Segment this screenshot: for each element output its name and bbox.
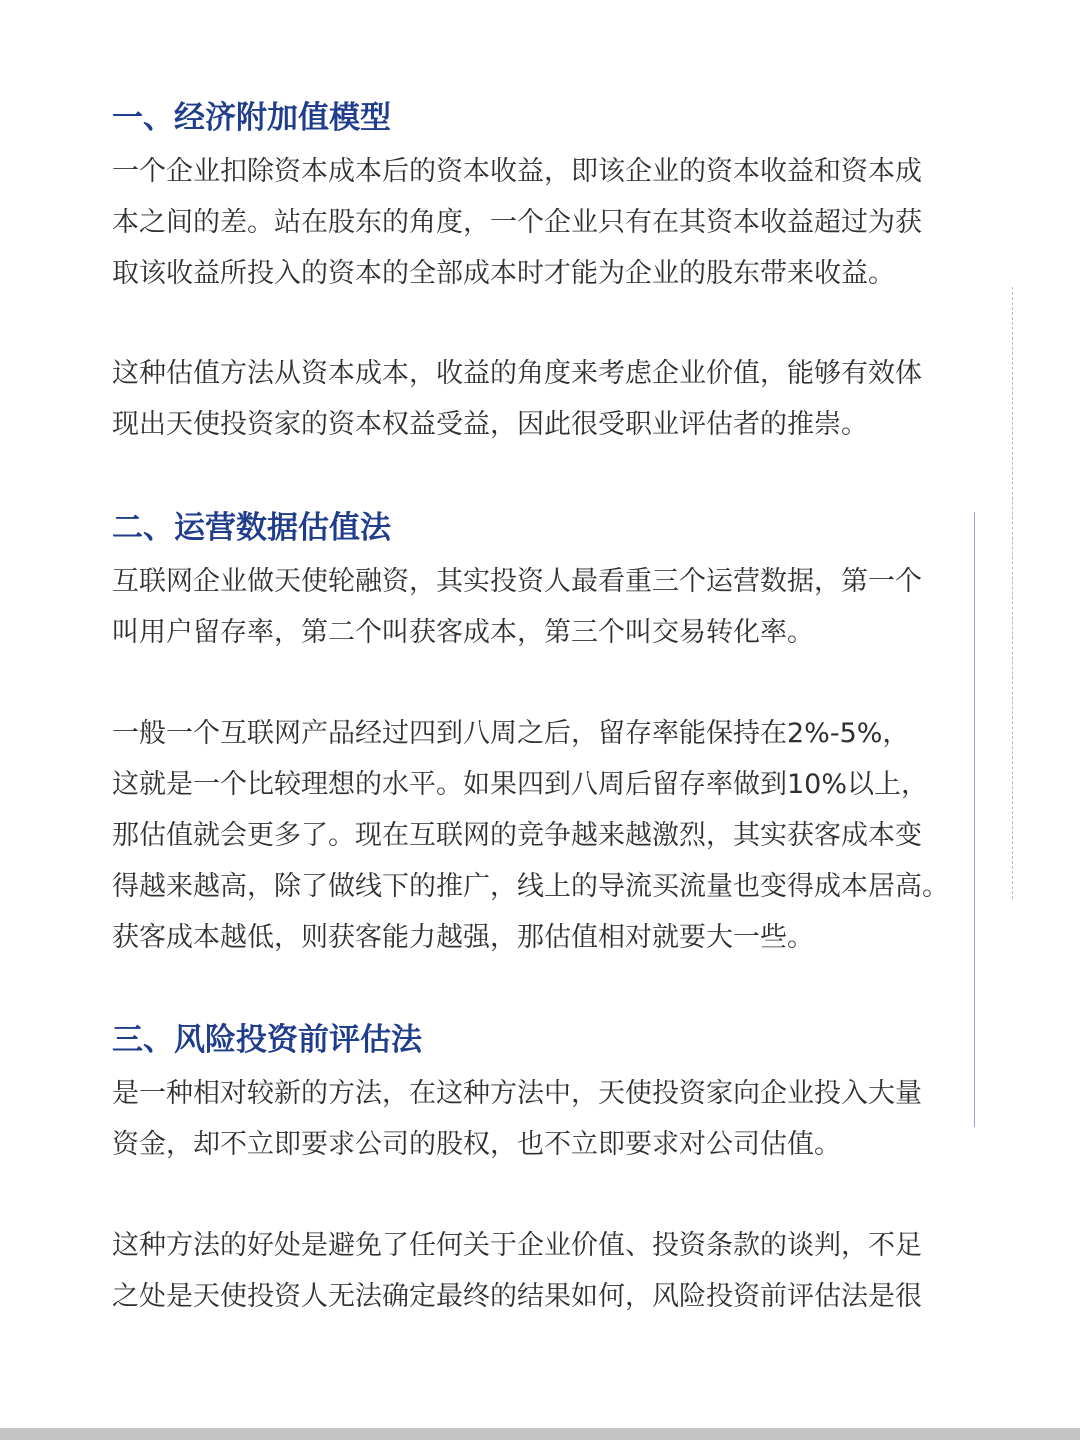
- text-line: 之处是天使投资人无法确定最终的结果如何，风险投资前评估法是很: [112, 1281, 922, 1312]
- bottom-scroll-bar: [0, 1428, 1080, 1440]
- text-line: 一般一个互联网产品经过四到八周之后，留存率能保持在2%-5%，: [112, 718, 910, 749]
- text-line: 这就是一个比较理想的水平。如果四到八周后留存率做到10%以上，: [112, 769, 929, 800]
- text-line: 取该收益所投入的资本的全部成本时才能为企业的股东带来收益。: [112, 258, 895, 289]
- decorative-vertical-divider: [974, 512, 975, 1127]
- text-line: 资金，却不立即要求公司的股权，也不立即要求对公司估值。: [112, 1129, 841, 1160]
- paragraph-eva-definition: [112, 146, 922, 299]
- paragraph-retention-rate: [112, 708, 949, 963]
- text-line: 叫用户留存率，第二个叫获客成本，第三个叫交易转化率。: [112, 617, 814, 648]
- text-line: 本之间的差。站在股东的角度，一个企业只有在其资本收益超过为获: [112, 207, 922, 238]
- text-line: 是一种相对较新的方法，在这种方法中，天使投资家向企业投入大量: [112, 1078, 922, 1109]
- section-title-pre-venture-evaluation: 三、风险投资前评估法: [112, 1022, 422, 1058]
- text-line: 现出天使投资家的资本权益受益，因此很受职业评估者的推崇。: [112, 409, 868, 440]
- text-line: 这种方法的好处是避免了任何关于企业价值、投资条款的谈判，不足: [112, 1230, 922, 1261]
- text-line: 互联网企业做天使轮融资，其实投资人最看重三个运营数据，第一个: [112, 566, 922, 597]
- paragraph-eva-benefit: [112, 348, 922, 450]
- paragraph-pre-venture-method: [112, 1068, 922, 1170]
- text-line: 那估值就会更多了。现在互联网的竞争越来越激烈，其实获客成本变: [112, 820, 922, 851]
- paragraph-operational-metrics: [112, 556, 922, 658]
- decorative-dashed-divider: [1012, 287, 1013, 899]
- section-title-operational-data-valuation: 二、运营数据估值法: [112, 510, 391, 546]
- text-line: 这种估值方法从资本成本，收益的角度来考虑企业价值，能够有效体: [112, 358, 922, 389]
- text-line: 获客成本越低，则获客能力越强，那估值相对就要大一些。: [112, 922, 814, 953]
- text-line: 得越来越高，除了做线下的推广，线上的导流买流量也变得成本居高。: [112, 871, 949, 902]
- paragraph-pre-venture-pros-cons: [112, 1220, 922, 1322]
- section-title-economic-value-added: 一、经济附加值模型: [112, 100, 391, 136]
- text-line: 一个企业扣除资本成本后的资本收益，即该企业的资本收益和资本成: [112, 156, 922, 187]
